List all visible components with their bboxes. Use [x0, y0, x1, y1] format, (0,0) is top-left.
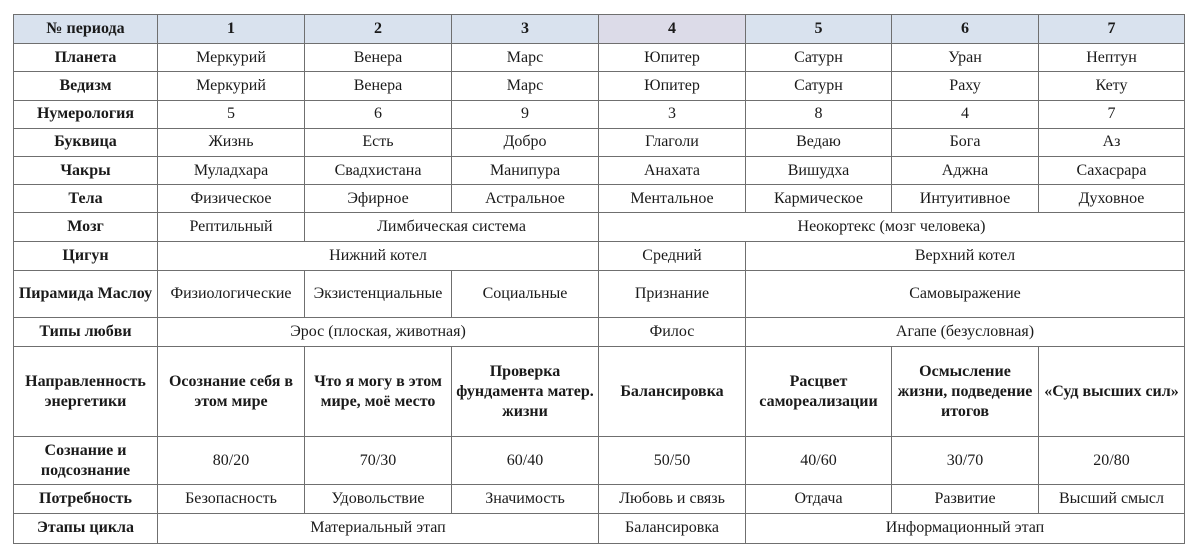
- table-cell: 60/40: [452, 437, 599, 485]
- table-cell: Нижний котел: [158, 241, 599, 270]
- table-cell: Эфирное: [305, 185, 452, 213]
- row-label: Этапы цикла: [14, 513, 158, 543]
- table-cell: Астральное: [452, 185, 599, 213]
- table-cell: Расцвет самореализации: [746, 347, 892, 437]
- table-row: [14, 241, 1185, 270]
- table-cell: 6: [305, 100, 452, 128]
- table-cell: 5: [158, 100, 305, 128]
- table-cell: Раху: [892, 72, 1039, 100]
- table-cell: 80/20: [158, 437, 305, 485]
- row-label: Типы любви: [14, 318, 158, 347]
- table-cell: Меркурий: [158, 72, 305, 100]
- table-row: [14, 437, 1185, 485]
- table-cell: Свадхистана: [305, 157, 452, 185]
- table-cell: Ментальное: [599, 185, 746, 213]
- table-cell: 30/70: [892, 437, 1039, 485]
- table-cell: «Суд высших сил»: [1039, 347, 1185, 437]
- table-row: [14, 213, 1185, 241]
- table-cell: Марс: [452, 44, 599, 72]
- table-cell: Рептильный: [158, 213, 305, 241]
- header-cell: 3: [452, 15, 599, 44]
- table-cell: Венера: [305, 44, 452, 72]
- table-row: [14, 100, 1185, 128]
- table-row: [14, 485, 1185, 513]
- table-cell: Неокортекс (мозг человека): [599, 213, 1185, 241]
- header-cell: 1: [158, 15, 305, 44]
- table-cell: 3: [599, 100, 746, 128]
- row-label: Сознание и подсознание: [14, 437, 158, 485]
- table-cell: Марс: [452, 72, 599, 100]
- table-cell: Анахата: [599, 157, 746, 185]
- table-cell: Кармическое: [746, 185, 892, 213]
- table-row: [14, 270, 1185, 317]
- table-row: [14, 318, 1185, 347]
- row-label: Цигун: [14, 241, 158, 270]
- table-cell: Признание: [599, 270, 746, 317]
- table-cell: Физиологические: [158, 270, 305, 317]
- table-cell: Экзистенциальные: [305, 270, 452, 317]
- table-cell: Агапе (безусловная): [746, 318, 1185, 347]
- row-label: Тела: [14, 185, 158, 213]
- table-cell: Значимость: [452, 485, 599, 513]
- table-cell: Балансировка: [599, 347, 746, 437]
- table-cell: Вишудха: [746, 157, 892, 185]
- table-cell: Глаголи: [599, 128, 746, 156]
- table-cell: Сахасрара: [1039, 157, 1185, 185]
- periods-table: [13, 14, 1185, 544]
- table-cell: Высший смысл: [1039, 485, 1185, 513]
- table-cell: Верхний котел: [746, 241, 1185, 270]
- header-cell: 5: [746, 15, 892, 44]
- table-cell: Лимбическая система: [305, 213, 599, 241]
- table-cell: Интуитивное: [892, 185, 1039, 213]
- row-label: Буквица: [14, 128, 158, 156]
- header-cell: № периода: [14, 15, 158, 44]
- table-cell: Сатурн: [746, 44, 892, 72]
- row-label: Ведизм: [14, 72, 158, 100]
- table-row: [14, 185, 1185, 213]
- table-cell: Ведаю: [746, 128, 892, 156]
- table-cell: 4: [892, 100, 1039, 128]
- header-cell: 6: [892, 15, 1039, 44]
- table-row: [14, 513, 1185, 543]
- table-cell: Материальный этап: [158, 513, 599, 543]
- table-cell: Нептун: [1039, 44, 1185, 72]
- table-cell: Юпитер: [599, 72, 746, 100]
- table-cell: Венера: [305, 72, 452, 100]
- header-cell: 7: [1039, 15, 1185, 44]
- table-cell: Информационный этап: [746, 513, 1185, 543]
- table-cell: 50/50: [599, 437, 746, 485]
- table-cell: Балансировка: [599, 513, 746, 543]
- table-cell: Физическое: [158, 185, 305, 213]
- table-cell: Есть: [305, 128, 452, 156]
- table-cell: 20/80: [1039, 437, 1185, 485]
- table-cell: Аз: [1039, 128, 1185, 156]
- table-row: [14, 157, 1185, 185]
- table-cell: Удовольствие: [305, 485, 452, 513]
- table-cell: Юпитер: [599, 44, 746, 72]
- header-cell: 4: [599, 15, 746, 44]
- table-cell: Что я могу в этом мире, моё место: [305, 347, 452, 437]
- table-cell: 40/60: [746, 437, 892, 485]
- table-cell: Проверка фундамента матер. жизни: [452, 347, 599, 437]
- row-label: Чакры: [14, 157, 158, 185]
- table-cell: Кету: [1039, 72, 1185, 100]
- table-row: [14, 72, 1185, 100]
- header-cell: 2: [305, 15, 452, 44]
- table-cell: Сатурн: [746, 72, 892, 100]
- table-cell: Меркурий: [158, 44, 305, 72]
- table-cell: Бога: [892, 128, 1039, 156]
- table-cell: Манипура: [452, 157, 599, 185]
- table-cell: Развитие: [892, 485, 1039, 513]
- row-label: Планета: [14, 44, 158, 72]
- table-cell: Муладхара: [158, 157, 305, 185]
- table-cell: Уран: [892, 44, 1039, 72]
- table-cell: 7: [1039, 100, 1185, 128]
- table-cell: Средний: [599, 241, 746, 270]
- table-cell: 8: [746, 100, 892, 128]
- table-cell: Любовь и связь: [599, 485, 746, 513]
- table-cell: 70/30: [305, 437, 452, 485]
- table-cell: 9: [452, 100, 599, 128]
- row-label: Нумерология: [14, 100, 158, 128]
- table-cell: Отдача: [746, 485, 892, 513]
- header-row: [14, 15, 1185, 44]
- table-cell: Осознание себя в этом мире: [158, 347, 305, 437]
- table-cell: Добро: [452, 128, 599, 156]
- table-row: [14, 44, 1185, 72]
- table-cell: Жизнь: [158, 128, 305, 156]
- table-cell: Аджна: [892, 157, 1039, 185]
- row-label: Потребность: [14, 485, 158, 513]
- table-cell: Филос: [599, 318, 746, 347]
- table-cell: Социальные: [452, 270, 599, 317]
- table-cell: Безопасность: [158, 485, 305, 513]
- row-label: Направленность энергетики: [14, 347, 158, 437]
- table-cell: Эрос (плоская, животная): [158, 318, 599, 347]
- table-row: [14, 128, 1185, 156]
- row-label: Мозг: [14, 213, 158, 241]
- table-cell: Духовное: [1039, 185, 1185, 213]
- table-cell: Самовыражение: [746, 270, 1185, 317]
- table-row: [14, 347, 1185, 437]
- row-label: Пирамида Маслоу: [14, 270, 158, 317]
- table-cell: Осмысление жизни, подведение итогов: [892, 347, 1039, 437]
